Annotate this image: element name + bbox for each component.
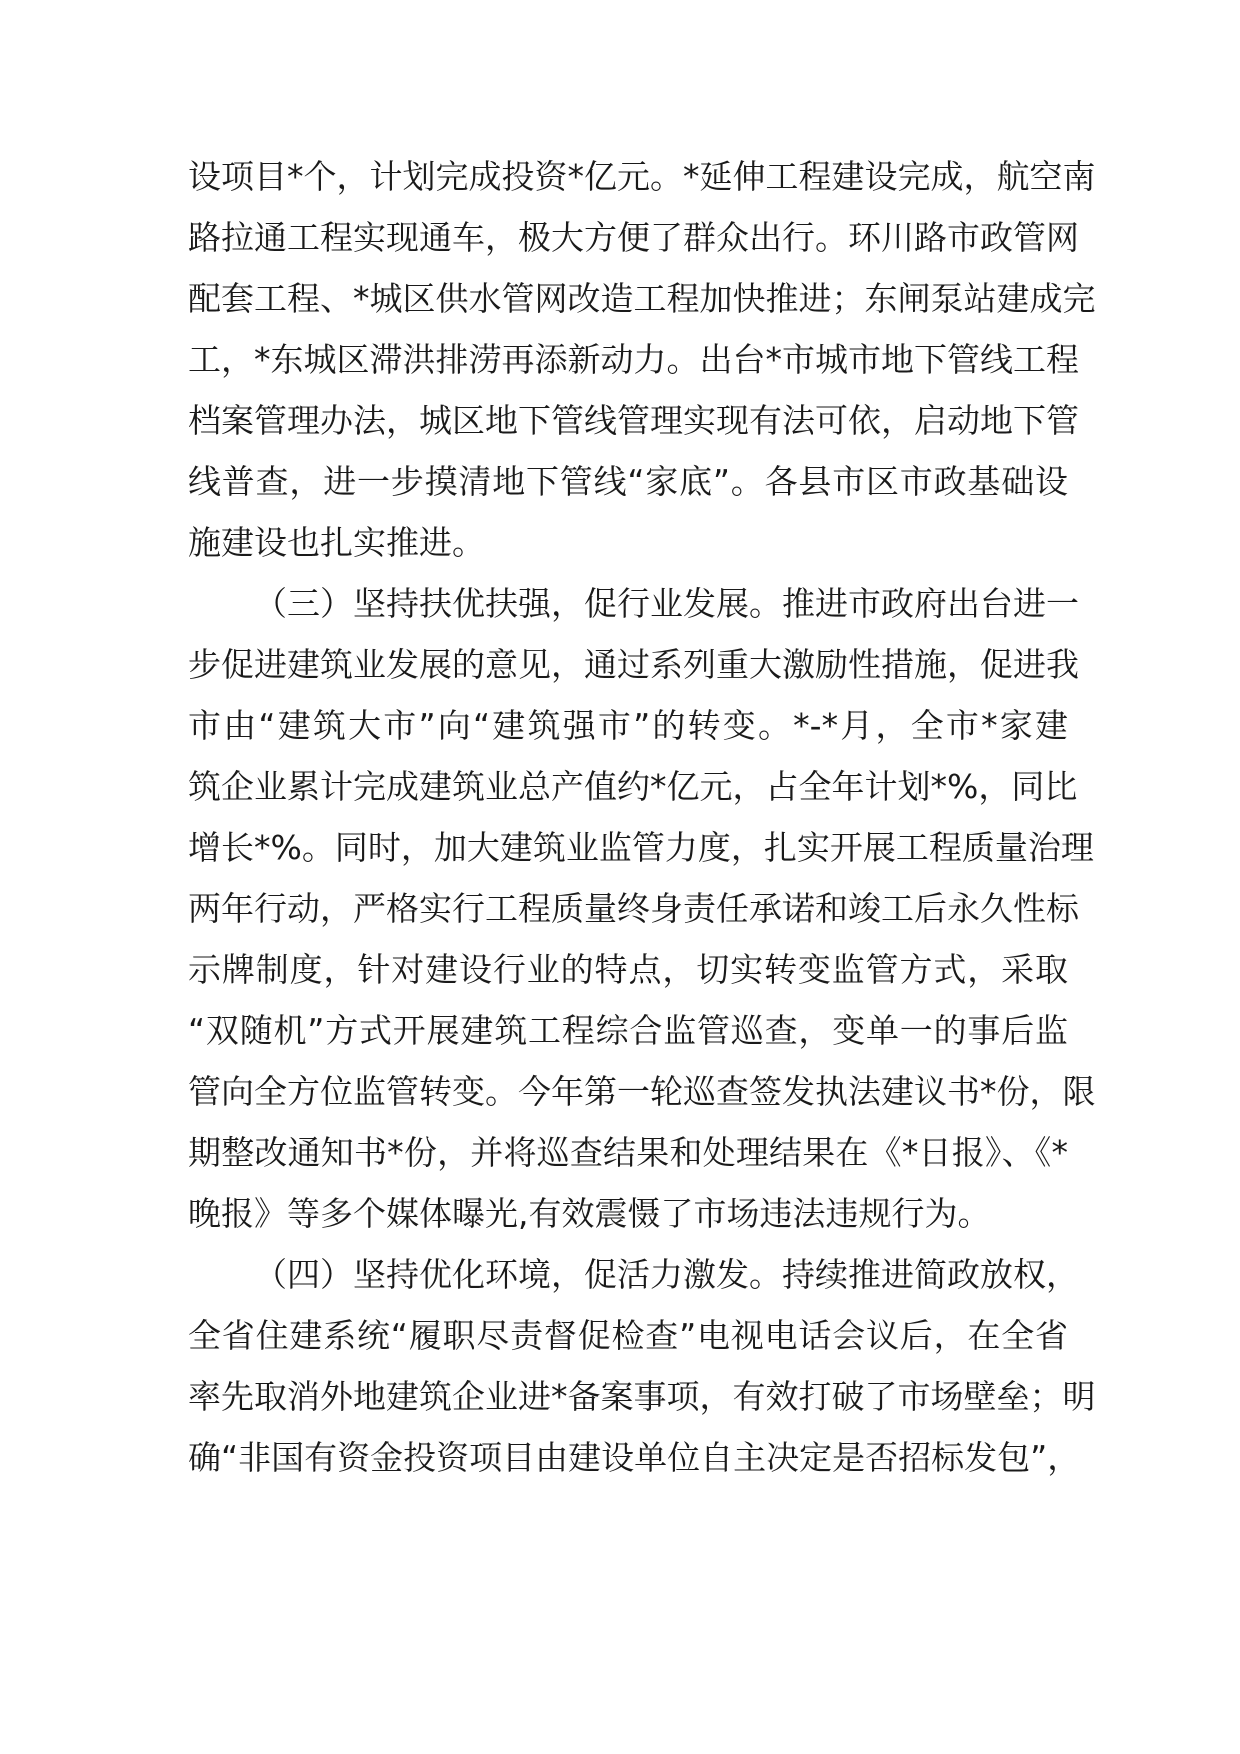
paragraph-line: 步促进建筑业发展的意见，通过系列重大激励性措施，促进我 xyxy=(188,645,1079,684)
paragraph-line: 确“非国有资金投资项目由建设单位自主决定是否招标发包”， xyxy=(188,1438,1081,1477)
paragraph-line: 施建设也扎实推进。 xyxy=(188,523,485,562)
section-heading-line: （三）坚持扶优扶强，促行业发展。推进市政府出台进一 xyxy=(254,584,1079,623)
paragraph-line: 市由“建筑大市”向“建筑强市”的转变。*-*月，全市*家建 xyxy=(188,706,1068,745)
paragraph-line: 筑企业累计完成建筑业总产值约*亿元，占全年计划*%，同比 xyxy=(188,767,1078,806)
section-heading-line: （四）坚持优化环境，促活力激发。持续推进简政放权， xyxy=(254,1255,1079,1294)
paragraph-line: 设项目*个，计划完成投资*亿元。*延伸工程建设完成，航空南 xyxy=(188,157,1096,196)
paragraph-line: 晚报》等多个媒体曝光,有效震慑了市场违法违规行为。 xyxy=(188,1194,991,1233)
paragraph-line: 期整改通知书*份，并将巡查结果和处理结果在《*日报》、《* xyxy=(188,1133,1068,1172)
paragraph-line: 工，*东城区滞洪排涝再添新动力。出台*市城市地下管线工程 xyxy=(188,340,1079,379)
paragraph-line: 示牌制度，针对建设行业的特点，切实转变监管方式，采取 xyxy=(188,950,1068,989)
paragraph-line: 全省住建系统“履职尽责督促检查”电视电话会议后，在全省 xyxy=(188,1316,1068,1355)
paragraph-line: 管向全方位监管转变。今年第一轮巡查签发执法建议书*份，限 xyxy=(188,1072,1096,1111)
paragraph-line: 线普查，进一步摸清地下管线“家底”。各县市区市政基础设 xyxy=(188,462,1068,501)
paragraph-line: 路拉通工程实现通车，极大方便了群众出行。环川路市政管网 xyxy=(188,218,1079,257)
paragraph-line: 档案管理办法，城区地下管线管理实现有法可依，启动地下管 xyxy=(188,401,1079,440)
paragraph-line: “双随机”方式开展建筑工程综合监管巡查，变单一的事后监 xyxy=(188,1011,1068,1050)
paragraph-line: 增长*%。同时，加大建筑业监管力度，扎实开展工程质量治理 xyxy=(188,828,1094,867)
paragraph-line: 率先取消外地建筑企业进*备案事项，有效打破了市场壁垒；明 xyxy=(188,1377,1096,1416)
paragraph-line: 配套工程、*城区供水管网改造工程加快推进；东闸泵站建成完 xyxy=(188,279,1096,318)
paragraph-line: 两年行动，严格实行工程质量终身责任承诺和竣工后永久性标 xyxy=(188,889,1079,928)
